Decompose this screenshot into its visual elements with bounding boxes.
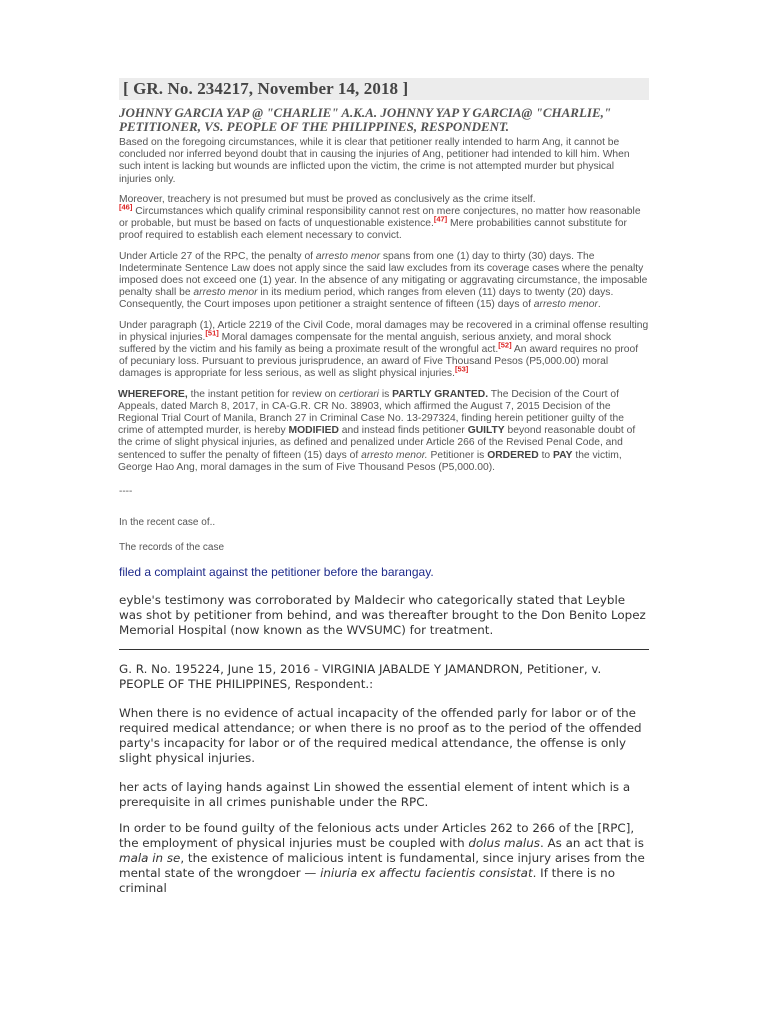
- italic-term: certiorari: [338, 388, 379, 400]
- paragraph-intent-element: her acts of laying hands against Lin showed the essential element of intent which is a prerequisite in all crimes punishable under the RPC.: [119, 780, 631, 810]
- italic-term: dolus malus: [468, 836, 540, 851]
- text-segment: In order to be found guilty of the felonious acts under Articles 262 to 266 of the [RPC], the employment of physical injuries must be coupled with: [119, 821, 635, 851]
- footnote-ref-52[interactable]: [52]: [498, 340, 512, 350]
- bold-term: WHEREFORE,: [118, 388, 188, 400]
- text-segment: Under paragraph (1), Article 2219 of the Civil Code, moral damages may be recovered in a criminal offense resulting in physical injuries.: [119, 319, 649, 343]
- italic-term: mala in se: [119, 851, 181, 866]
- text-segment: Petitioner is: [427, 449, 488, 461]
- text-segment: . If there is no criminal: [119, 866, 615, 896]
- text-segment: Moral damages compensate for the mental anguish, serious anxiety, and moral shock suffered by the victim and his family as being a proximate result of the wrongful act.: [119, 331, 612, 356]
- text-segment: beyond reasonable doubt of the crime of slight physical injuries, as defined and penalized under Article 266 of the Revised Penal Code, and sentenced to suffer the penalty of fifteen (15) days of: [118, 425, 636, 461]
- text-segment: .: [597, 299, 601, 311]
- italic-term: arresto menor: [315, 250, 381, 262]
- separator-dashes: ----: [119, 486, 133, 498]
- text-segment: the victim, George Hao Ang, moral damages in the sum of Five Thousand Pesos (P5,000.00).: [118, 449, 622, 473]
- case-parties: JOHNNY GARCIA YAP @ "CHARLIE" A.K.A. JOHNNY YAP Y GARCIA@ "CHARLIE," PETITIONER, VS. PEOPLE OF THE PHILIPPINES, RESPONDENT.: [119, 105, 612, 134]
- italic-term: iniuria ex affectu facientis consistat: [320, 866, 533, 881]
- paragraph-dolus-malus: [119, 821, 649, 896]
- bold-term: PAY: [553, 449, 573, 461]
- text-segment: and instead finds petitioner: [338, 425, 468, 437]
- text-segment: Circumstances which qualify criminal responsibility cannot rest on mere conjectures, no matter how reasonable or probable, but must be based on facts of unquestionable existence.: [119, 206, 641, 230]
- text-segment: to: [538, 449, 554, 461]
- text-segment: in its medium period, which ranges from eleven (11) days to twenty (20) days. Consequently, the Court imposes upon petitioner a straight sentence of fifteen (15) days of: [119, 287, 614, 311]
- italic-term: arresto menor.: [361, 449, 428, 461]
- bold-term: ORDERED: [487, 449, 539, 461]
- text-segment: An award requires no proof of pecuniary loss. Pursuant to previous jurisprudence, an award of Five Thousand Pesos (P5,000.00) moral damages is appropriate for less serious, as well as slight physical injuries.: [119, 344, 639, 380]
- document-page: [119, 78, 649, 907]
- note-recent-case: In the recent case of..: [119, 517, 216, 529]
- bold-term: GUILTY: [467, 425, 505, 437]
- paragraph-penalty: [119, 251, 649, 312]
- text-segment: The Decision of the Court of Appeals, dated March 8, 2017, in CA-G.R. CR No. 38903, which affirmed the August 7, 2015 Decision of the Regional Trial Court of Manila, Branch 27 in Criminal Case No. 13-297324, finding herein petitioner guilty of the crime of attempted murder, is hereby: [118, 388, 624, 437]
- italic-term: arresto menor: [193, 287, 258, 299]
- italic-term: arresto menor: [533, 299, 598, 311]
- paragraph-damages: [119, 320, 649, 381]
- paragraph-slight-injuries: When there is no evidence of actual incapacity of the offended parly for labor or of the required medical attendance; or when there is no proof as to the period of the offended party's incapacity for labor or of the required medical attendance, the offense is only slight physical injuries.: [119, 706, 642, 766]
- footnote-ref-46[interactable]: [46]: [119, 202, 133, 212]
- text-segment: . As an act that is: [539, 836, 644, 851]
- case-citation-jabalde: G. R. No. 195224, June 15, 2016 - VIRGINIA JABALDE Y JAMANDRON, Petitioner, v. PEOPLE OF THE PHILIPPINES, Respondent.:: [119, 662, 602, 692]
- text-segment: Moreover, treachery is not presumed but must be proved as conclusively as the crime itself.: [119, 193, 536, 205]
- text-segment: spans from one (1) day to thirty (30) days. The Indeterminate Sentence Law does not apply since the said law excludes from its coverage cases where the penalty imposed does not exceed one (1) year. In the absence of any mitigating or aggravating circumstance, the imposable penalty shall be: [119, 250, 648, 299]
- text-segment: , the existence of malicious intent is fundamental, since injury arises from the mental state of the wrongdoer —: [119, 851, 645, 881]
- horizontal-rule: [119, 649, 649, 650]
- case-title: [ GR. No. 234217, November 14, 2018 ]: [119, 78, 649, 100]
- footnote-ref-53[interactable]: [53]: [454, 365, 469, 375]
- paragraph-treachery: [119, 194, 649, 243]
- text-segment: is: [378, 388, 393, 400]
- bold-term: PARTLY GRANTED.: [392, 388, 489, 400]
- bold-term: MODIFIED: [288, 425, 339, 437]
- paragraph-testimony: eyble's testimony was corroborated by Maldecir who categorically stated that Leyble was shot by petitioner from behind, and was thereafter brought to the Don Benito Lopez Memorial Hospital (now known as the WVSUMC) for treatment.: [119, 593, 646, 638]
- text-segment: the instant petition for review on: [187, 388, 339, 400]
- highlighted-line: filed a complaint against the petitioner before the barangay.: [119, 565, 434, 580]
- note-records: The records of the case: [119, 542, 225, 554]
- paragraph-dispositive: [118, 389, 649, 474]
- paragraph-intent: Based on the foregoing circumstances, while it is clear that petitioner really intended to harm Ang, it cannot be concluded nor inferred beyond doubt that in causing the injuries of Ang, petitioner had intended to kill him. When such intent is lacking but wounds are inflicted upon the victim, the crime is not attempted murder but physical injuries only.: [119, 137, 630, 185]
- footnote-ref-47[interactable]: [47]: [433, 214, 448, 224]
- text-segment: Under Article 27 of the RPC, the penalty of: [119, 250, 316, 262]
- text-segment: Mere probabilities cannot substitute for proof required to establish each element necessary to convict.: [119, 218, 627, 242]
- footnote-ref-51[interactable]: [51]: [205, 328, 219, 338]
